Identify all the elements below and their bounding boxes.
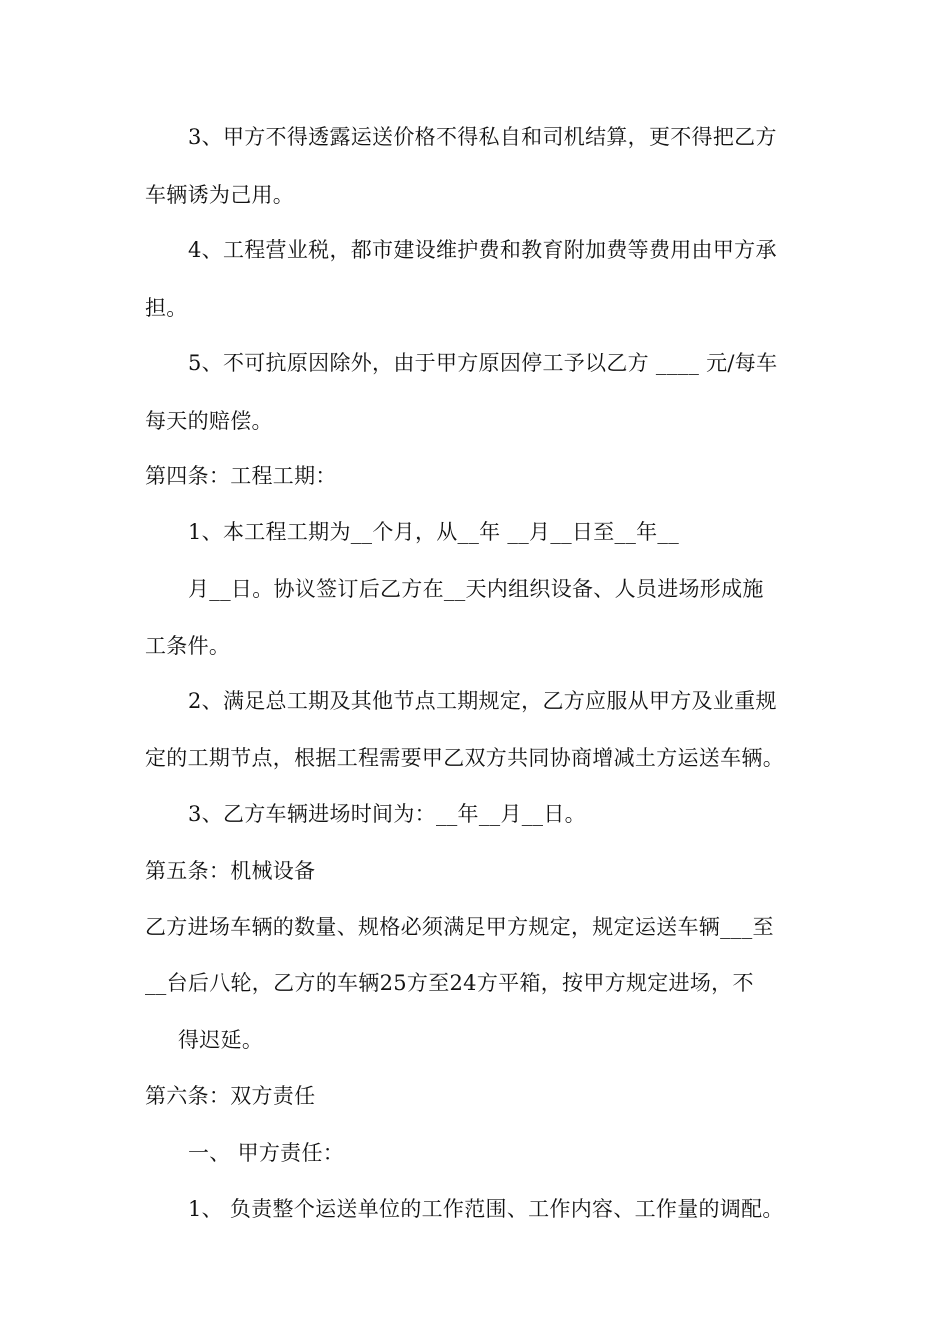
paragraph-line: 1、本工程工期为__个月，从__年 __月__日至__年__ xyxy=(188,520,680,544)
paragraph-line: 3、甲方不得透露运送价格不得私自和司机结算，更不得把乙方 xyxy=(188,125,777,149)
paragraph-line: 定的工期节点，根据工程需要甲乙双方共同协商增减土方运送车辆。 xyxy=(145,746,784,770)
paragraph-line: 得迟延。 xyxy=(178,1028,264,1052)
paragraph-line: 3、乙方车辆进场时间为：__年__月__日。 xyxy=(188,802,586,826)
section-heading: 第五条：机械设备 xyxy=(145,859,316,883)
paragraph-line: 乙方进场车辆的数量、规格必须满足甲方规定，规定运送车辆___至 xyxy=(145,915,774,939)
section-heading: 第六条：双方责任 xyxy=(145,1084,316,1108)
paragraph-line: 担。 xyxy=(145,296,188,320)
paragraph-line: 月__日。协议签订后乙方在__天内组织设备、人员进场形成施 xyxy=(188,577,764,601)
paragraph-line: 5、不可抗原因除外，由于甲方原因停工予以乙方 ____ 元/每车 xyxy=(188,351,778,375)
paragraph-line: 车辆诱为己用。 xyxy=(145,183,295,207)
paragraph-line: __台后八轮，乙方的车辆25方至24方平箱，按甲方规定进场，不 xyxy=(145,971,754,995)
paragraph-line: 每天的赔偿。 xyxy=(145,409,273,433)
paragraph-line: 工条件。 xyxy=(145,634,231,658)
paragraph-line: 4、工程营业税，都市建设维护费和教育附加费等费用由甲方承 xyxy=(188,238,777,262)
paragraph-line: 1、 负责整个运送单位的工作范围、工作内容、工作量的调配。 xyxy=(188,1197,784,1221)
subsection-heading: 一、 甲方责任： xyxy=(188,1141,345,1165)
section-heading: 第四条：工程工期： xyxy=(145,464,337,488)
paragraph-line: 2、满足总工期及其他节点工期规定，乙方应服从甲方及业重规 xyxy=(188,689,777,713)
